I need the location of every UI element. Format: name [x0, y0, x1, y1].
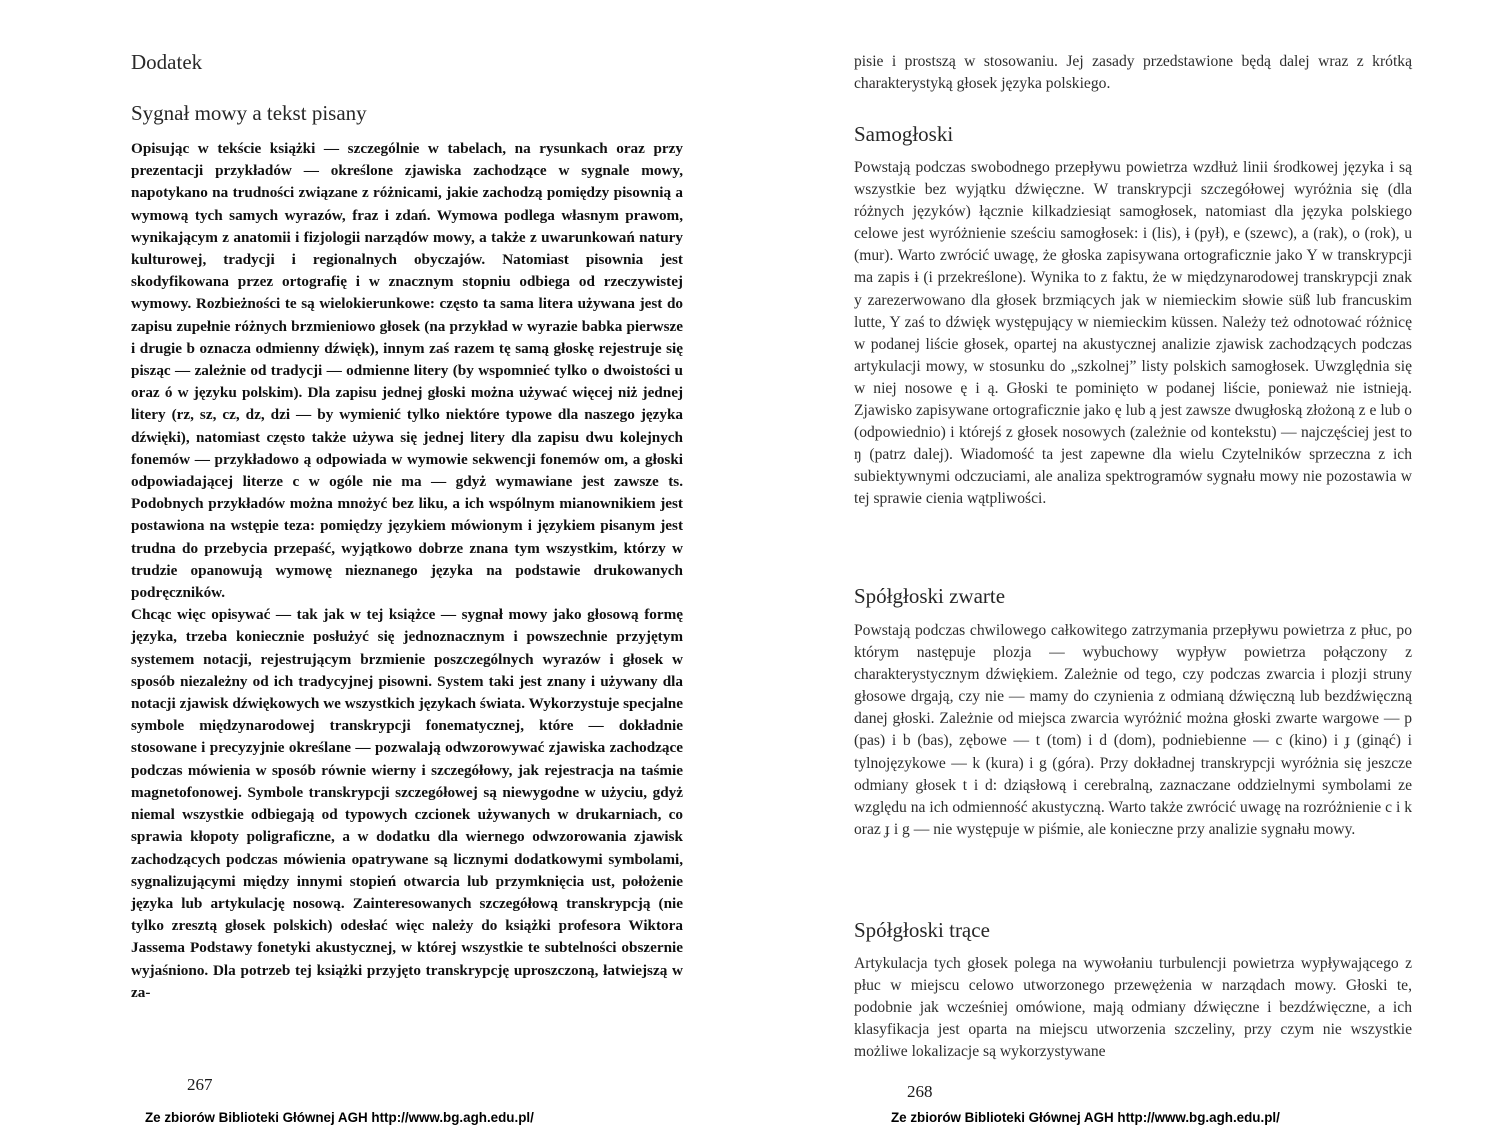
section-text-spolgloski-trace: Artykulacja tych głosek polega na wywołaniu turbulencji powietrza wypływającego z płuc w miejscu celowo utworzonego przewężenia w narządach mowy. Głoski te, podobnie jak wcześniej omówione, mają odmiany dźwięczne i bezdźwięczne, a ich klasyfikacja jest oparta na miejscu utworzenia szczeliny, przy czym nie wszystkie możliwe lokalizacje są wykorzystywane [854, 955, 1412, 1061]
paragraph: Chcąc więc opisywać — tak jak w tej książce — sygnał mowy jako głosową formę języka, trzeba koniecznie posłużyć się jednoznacznym i powszechnie przyjętym systemem notacji, rejestrującym brzmienie poszczególnych wyrazów i głosek w sposób niezależny od ich tradycyjnej pisowni. System taki jest znany i używany dla notacji zjawisk dźwiękowych we wszystkich językach świata. Wykorzystuje specjalne symbole międzynarodowej transkrypcji fonematycznej, które — dokładnie stosowane i precyzyjnie określane — pozwalają odwzorowywać zjawiska zachodzące podczas mówienia w sposób równie wierny i szczegółowy, jak rejestracja na taśmie magnetofonowej. Symbole transkrypcji szczegółowej są niewygodne w użyciu, gdyż niemal wszystkie odbiegają od typowych czcionek używanych w drukarniach, co sprawia kłopoty poligraficzne, a w dodatku dla wiernego odwzorowania zjawisk zachodzących podczas mówienia opatrywane są licznymi dodatkowymi symbolami, sygnalizującymi między innymi stopień otwarcia lub przymknięcia ust, położenie języka lub artykulację nosową. Zainteresowanych szczegółową transkrypcją (nie tylko zresztą głosek polskich) odesłać więc należy do książki profesora Wiktora Jassema Podstawy fonetyki akustycznej, w której wszystkie te subtelności obszernie wyjaśniono. Dla potrzeb tej książki przyjęto transkrypcję uproszczoną, łatwiejszą w za- [131, 606, 683, 1001]
section-text-spolgloski-zwarte: Powstają podczas chwilowego całkowitego zatrzymania przepływu powietrza z płuc, po którym następuje plozja — wybuchowy wypływ powietrza połączony z charakterystycznym dźwiękiem. Zależnie od tego, czy podczas zwarcia i plozji struny głosowe drgają, czy nie — mamy do czynienia z odmianą dźwięczną lub bezdźwięczną danej głoski. Zależnie od miejsca zwarcia wyróżnić można głoski zwarte wargowe — p (pas) i b (bas), zębowe — t (tom) i d (dom), podniebienne — c (kino) i ɟ (ginąć) i tylnojęzykowe — k (kura) i g (góra). Przy dokładnej transkrypcji wyróżnia się jeszcze odmiany głosek t i d: dziąsłową i cerebralną, zaznaczane oddzielnymi symbolami ze względu na ich odmienność akustyczną. Warto także zwrócić uwagę na rozróżnienie c i k oraz ɟ i g — nie występuje w piśmie, ale konieczne przy analizie sygnału mowy. [854, 622, 1412, 838]
page-number: 267 [187, 1075, 213, 1094]
left-body [131, 138, 683, 1004]
section-title-spolgloski-trace: Spółgłoski trące [854, 918, 990, 942]
continuation-text: pisie i prostszą w stosowaniu. Jej zasady przedstawione będą dalej wraz z krótką charakterystyką głosek języka polskiego. [854, 53, 1412, 93]
section-title-spolgloski-zwarte: Spółgłoski zwarte [854, 584, 1006, 608]
page-number: 268 [907, 1082, 933, 1101]
section-title-samogloski: Samogłoski [854, 122, 954, 146]
library-footer: Ze zbiorów Biblioteki Głównej AGH http://www.bg.agh.edu.pl/ [145, 1110, 534, 1125]
library-footer: Ze zbiorów Biblioteki Głównej AGH http://www.bg.agh.edu.pl/ [891, 1110, 1280, 1125]
running-head: Dodatek [131, 50, 203, 74]
section-text-samogloski: Powstają podczas swobodnego przepływu powietrza wzdłuż linii środkowej języka i są wszystkie bez wyjątku dźwięczne. W transkrypcji szczegółowej wyróżnia się (dla różnych języków) łącznie kilkadziesiąt samogłosek, natomiast dla języka polskiego celowe jest wyróżnienie sześciu samogłosek: i (lis), ɨ (pył), e (szewc), a (rak), o (rok), u (mur). Warto zwrócić uwagę, że głoska zapisywana ortograficznie jako Y w transkrypcji ma zapis ɨ (i przekreślone). Wynika to z faktu, że w międzynarodowej transkrypcji znak y zarezerwowano dla głosek brzmiących jak w niemieckim słowie süß lub francuskim lutte, Y zaś to dźwięk występujący w niemieckim küssen. Należy też odnotować różnicę w podanej liście głosek, opartej na akustycznej analizie zjawisk zachodzących podczas artykulacji mowy, w stosunku do „szkolnej” listy polskich samogłosek. Uwzględnia się w niej nosowe ę i ą. Głoski te pominięto w podanej liście, ponieważ nie istnieją. Zjawisko zapisywane ortograficznie jako ę lub ą jest zawsze dwugłoską złożoną z e lub o (odpowiednio) i którejś z głosek nosowych (zależnie od kontekstu) — najczęściej jest to ŋ (patrz dalej). Wiadomość ta jest zapewne dla wielu Czytelników sprzeczna z ich subiektywnymi odczuciami, ale analiza spektrogramów sygnału mowy nie pozostawia w tej sprawie cienia wątpliwości. [854, 159, 1412, 508]
section-title: Sygnał mowy a tekst pisany [131, 101, 367, 125]
paragraph: Opisując w tekście książki — szczególnie w tabelach, na rysunkach oraz przy prezentacji przykładów — określone zjawiska zachodzące w sygnale mowy, napotykano na trudności związane z różnicami, jakie zachodzą pomiędzy pisownią a wymową tych samych wyrazów, fraz i zdań. Wymowa podlega własnym prawom, wynikającym z anatomii i fizjologii narządów mowy, a także z uwarunkowań natury kulturowej, tradycji i regionalnych obyczajów. Natomiast pisownia jest skodyfikowana przez ortografię i w znacznym stopniu odbiega od rzeczywistej wymowy. Rozbieżności te są wielokierunkowe: często ta sama litera używana jest do zapisu zupełnie różnych brzmieniowo głosek (na przykład w wyrazie babka pierwsze i drugie b oznacza odmienny dźwięk), innym zaś razem tę samą głoskę rejestruje się pisząc — zależnie od tradycji — odmienne litery (by wspomnieć tylko o dwoistości u oraz ó w języku polskim). Dla zapisu jednej głoski można używać więcej niż jednej litery (rz, sz, cz, dz, dzi — by wymienić tylko niektóre typowe dla naszego języka dźwięki), natomiast często także używa się jednej litery dla zapisu dwu kolejnych fonemów — przykładowo ą odpowiada w wymowie sekwencji fonemów om, a głoski odpowiadającej literze c w ogóle nie ma — gdyż wymawiane jest zawsze ts. Podobnych przykładów można mnożyć bez liku, a ich wspólnym mianownikiem jest postawiona na wstępie teza: pomiędzy językiem mówionym i językiem pisanym jest trudna do przebycia przepaść, wyjątkowo dobrze znana tym wszystkim, którzy w trudzie opanowują wymowę nieznanego języka na podstawie drukowanych podręczników. [131, 140, 683, 602]
right-page [750, 0, 1500, 1131]
